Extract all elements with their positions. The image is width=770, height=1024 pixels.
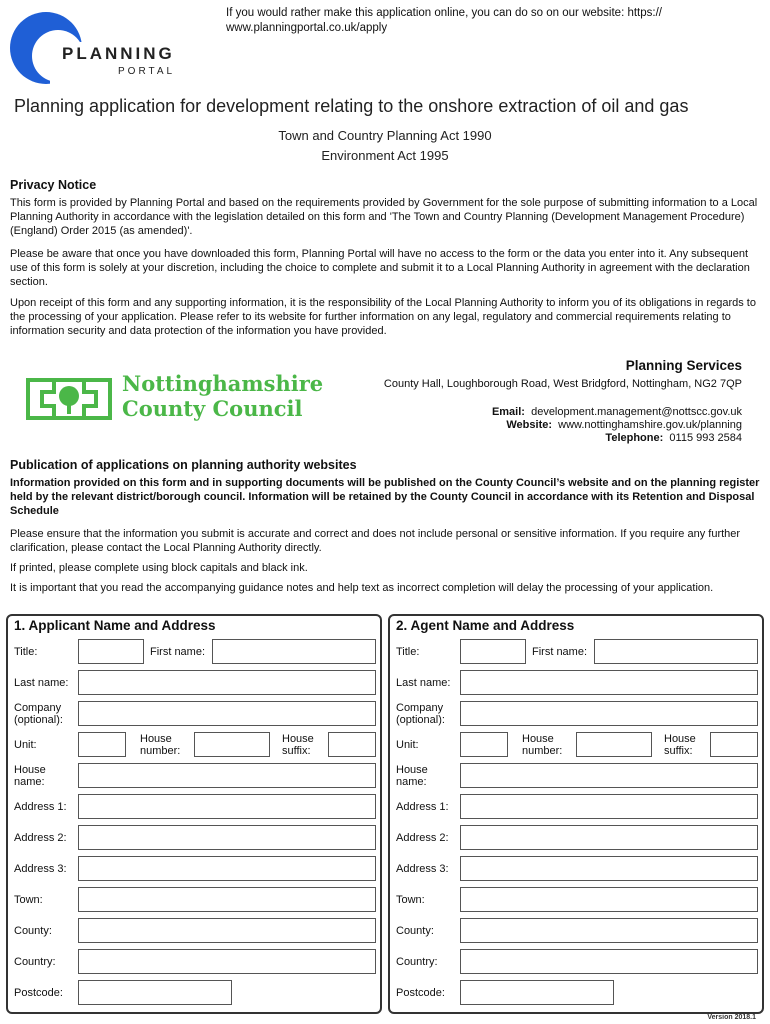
agent-panel <box>388 614 764 1014</box>
agent-house-number-input[interactable] <box>576 732 652 757</box>
council-website <box>506 419 742 431</box>
agent-country-input[interactable] <box>460 949 758 974</box>
applicant-house-number-label <box>140 733 180 757</box>
applicant-address3-input[interactable] <box>78 856 376 881</box>
applicant-panel <box>6 614 382 1014</box>
logo-text-planning: PLANNING <box>62 44 175 63</box>
agent-company-input[interactable] <box>460 701 758 726</box>
agent-house-name-input[interactable] <box>460 763 758 788</box>
applicant-title-label: Title: <box>14 646 38 658</box>
agent-house-number-label-line-1: House <box>522 733 554 745</box>
agent-house-suffix-label-line-1: House <box>664 733 696 745</box>
agent-house-suffix-label-line-2: suffix: <box>664 745 693 757</box>
agent-address1-label: Address 1: <box>396 801 449 813</box>
agent-town-input[interactable] <box>460 887 758 912</box>
applicant-postcode-input[interactable] <box>78 980 232 1005</box>
applicant-address1-label: Address 1: <box>14 801 67 813</box>
planning-services-title: Planning Services <box>625 358 742 373</box>
publication-bold-paragraph: Information provided on this form and in supporting documents will be published on the County Council’s website and on the planning register held by the relevant district/borough council. Information will be retained by the County Council in accordance with its Retention and Disposal Schedule <box>10 477 760 517</box>
agent-last-name-label: Last name: <box>396 677 451 689</box>
applicant-house-suffix-label-line-2: suffix: <box>282 745 311 757</box>
website-value: www.nottinghamshire.gov.uk/planning <box>558 419 742 431</box>
applicant-country-input[interactable] <box>78 949 376 974</box>
agent-house-suffix-label <box>664 733 696 757</box>
agent-company-label <box>396 702 445 726</box>
email-value: development.management@nottscc.gov.uk <box>531 406 742 418</box>
applicant-company-label-line-2: (optional): <box>14 714 63 726</box>
website-label: Website: <box>506 419 553 431</box>
agent-first-name-label: First name: <box>532 646 588 658</box>
online-application-note: If you would rather make this application online, you can do so on our website: https:// www.planningportal.co.uk/apply <box>226 7 662 34</box>
council-telephone <box>605 432 742 444</box>
applicant-house-name-input[interactable] <box>78 763 376 788</box>
applicant-title-input[interactable] <box>78 639 144 664</box>
privacy-paragraph-3: Upon receipt of this form and any supporting information, it is the responsibility of the Local Planning Authority to inform you of its obligations in regards to the processing of your application. Please refer to its website for further information on any legal, regulatory and commercial requirements relating to information security and data protection of the information you have provided. <box>10 297 756 337</box>
applicant-last-name-label: Last name: <box>14 677 69 689</box>
applicant-address3-label: Address 3: <box>14 863 67 875</box>
agent-address2-label: Address 2: <box>396 832 449 844</box>
act-line-2: Environment Act 1995 <box>321 148 449 163</box>
agent-house-number-label <box>522 733 562 757</box>
applicant-company-input[interactable] <box>78 701 376 726</box>
nottinghamshire-logo-icon <box>24 372 114 426</box>
applicant-address1-input[interactable] <box>78 794 376 819</box>
applicant-house-number-label-line-1: House <box>140 733 172 745</box>
agent-unit-input[interactable] <box>460 732 508 757</box>
applicant-town-input[interactable] <box>78 887 376 912</box>
agent-first-name-input[interactable] <box>594 639 758 664</box>
applicant-house-suffix-input[interactable] <box>328 732 376 757</box>
applicant-house-name-label-line-1: House <box>14 764 46 776</box>
agent-title-label: Title: <box>396 646 420 658</box>
logo-text-portal: PORTAL <box>118 66 176 77</box>
applicant-house-name-label-line-2: name: <box>14 776 45 788</box>
privacy-paragraph-2: Please be aware that once you have downloaded this form, Planning Portal will have no access to the form or the data you enter into it. Any subsequent use of this form is solely at your discretion, including the choice to complete and submit it to a Local Planning Authority in agreement with the declaration section. <box>10 248 750 288</box>
agent-postcode-label: Postcode: <box>396 987 445 999</box>
agent-town-label: Town: <box>396 894 425 906</box>
publication-paragraph-1: Please ensure that the information you submit is accurate and correct and does not include personal or sensitive information. If you require any further clarification, please contact the Local Planning Authority directly. <box>10 528 741 554</box>
agent-company-label-line-2: (optional): <box>396 714 445 726</box>
applicant-company-label-line-1: Company <box>14 702 62 714</box>
publication-heading: Publication of applications on planning authority websites <box>10 458 357 472</box>
agent-title-input[interactable] <box>460 639 526 664</box>
agent-panel-title: 2. Agent Name and Address <box>396 618 575 633</box>
applicant-postcode-label: Postcode: <box>14 987 63 999</box>
applicant-address2-input[interactable] <box>78 825 376 850</box>
agent-house-suffix-input[interactable] <box>710 732 758 757</box>
applicant-first-name-input[interactable] <box>212 639 376 664</box>
applicant-house-suffix-label-line-1: House <box>282 733 314 745</box>
applicant-house-number-label-line-2: number: <box>140 745 181 757</box>
applicant-country-label: Country: <box>14 956 56 968</box>
publication-paragraph-2: If printed, please complete using block capitals and black ink. <box>10 562 308 574</box>
act-line-1: Town and Country Planning Act 1990 <box>278 128 492 143</box>
applicant-town-label: Town: <box>14 894 43 906</box>
applicant-panel-title: 1. Applicant Name and Address <box>14 618 216 633</box>
page-title: Planning application for development relating to the onshore extraction of oil and gas <box>14 96 689 116</box>
council-address: County Hall, Loughborough Road, West Bridgford, Nottingham, NG2 7QP <box>383 378 742 390</box>
applicant-company-label <box>14 702 63 726</box>
council-name-line-2: County Council <box>122 396 303 421</box>
privacy-heading: Privacy Notice <box>10 178 97 192</box>
applicant-first-name-label: First name: <box>150 646 206 658</box>
telephone-label: Telephone: <box>605 432 664 444</box>
agent-house-number-label-line-2: number: <box>522 745 563 757</box>
agent-house-name-label-line-1: House <box>396 764 428 776</box>
agent-county-label: County: <box>396 925 434 937</box>
agent-country-label: Country: <box>396 956 438 968</box>
publication-paragraph-3: It is important that you read the accompanying guidance notes and help text as incorrect completion will delay the processing of your application. <box>10 582 714 594</box>
applicant-house-suffix-label <box>282 733 314 757</box>
telephone-value: 0115 993 2584 <box>669 432 742 444</box>
applicant-house-name-label <box>14 764 46 788</box>
version-label: Version 2018.1 <box>707 1014 756 1021</box>
applicant-county-label: County: <box>14 925 52 937</box>
applicant-unit-label: Unit: <box>14 739 37 751</box>
agent-address3-input[interactable] <box>460 856 758 881</box>
agent-company-label-line-1: Company <box>396 702 444 714</box>
agent-postcode-input[interactable] <box>460 980 614 1005</box>
privacy-paragraph-1: This form is provided by Planning Portal and based on the requirements provided by Government for the sole purpose of submitting information to a Local Planning Authority in accordance with the legislation detailed on this form and 'The Town and Country Planning (Development Management Procedure) (England) Order 2015 (as amended)'. <box>10 197 758 237</box>
agent-address2-input[interactable] <box>460 825 758 850</box>
agent-unit-label: Unit: <box>396 739 419 751</box>
applicant-unit-input[interactable] <box>78 732 126 757</box>
applicant-house-number-input[interactable] <box>194 732 270 757</box>
council-name-line-1: Nottinghamshire <box>122 371 324 396</box>
applicant-address2-label: Address 2: <box>14 832 67 844</box>
agent-county-input[interactable] <box>460 918 758 943</box>
agent-last-name-input[interactable] <box>460 670 758 695</box>
council-name <box>122 371 323 421</box>
applicant-county-input[interactable] <box>78 918 376 943</box>
email-label: Email: <box>491 406 525 418</box>
agent-address1-input[interactable] <box>460 794 758 819</box>
council-email <box>492 406 742 418</box>
agent-house-name-label-line-2: name: <box>396 776 427 788</box>
agent-house-name-label <box>396 764 428 788</box>
agent-address3-label: Address 3: <box>396 863 449 875</box>
applicant-last-name-input[interactable] <box>78 670 376 695</box>
